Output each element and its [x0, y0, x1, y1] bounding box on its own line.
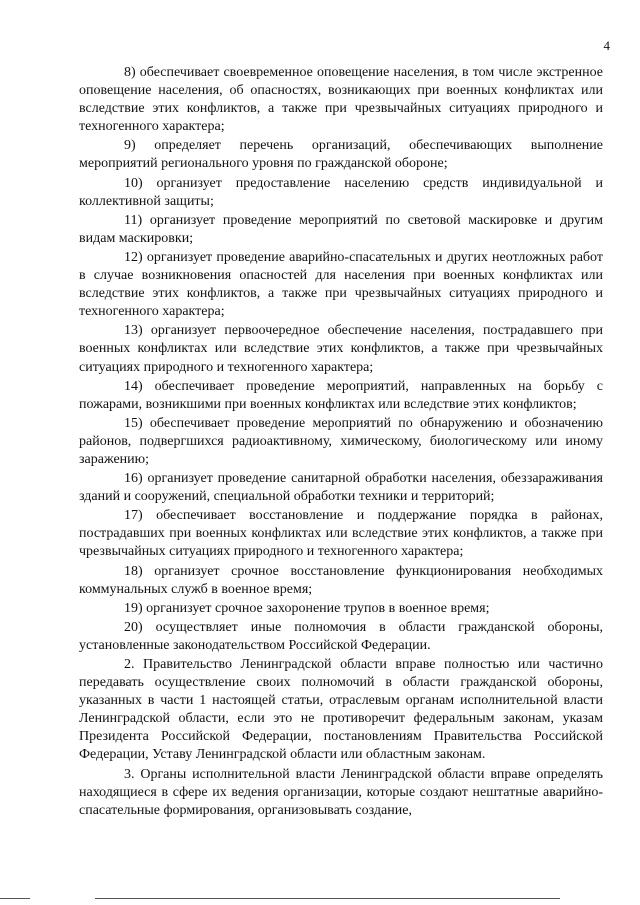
paragraph-part-3: 3. Органы исполнительной власти Ленинградской области вправе определять находящиеся в сфере их ведения организации, которые создают нештатные аварийно-спасательные формирования, организовывать создание,	[79, 766, 603, 818]
page-number: 4	[603, 38, 610, 53]
paragraph-item-15: 15) обеспечивает проведение мероприятий по обнаружению и обозначению районов, подвергшихся радиоактивному, химическому, биологическому или иному заражению;	[79, 415, 603, 467]
paragraph-item-10: 10) организует предоставление населению средств индивидуальной и коллективной защиты;	[79, 175, 603, 209]
document-body	[79, 64, 603, 820]
paragraph-item-8: 8) обеспечивает своевременное оповещение населения, в том числе экстренное оповещение населения, об опасностях, возникающих при военных конфликтах или вследствие этих конфликтов, а также при чрезвычайных ситуациях природного и техногенного характера;	[79, 65, 603, 135]
paragraph-item-19: 19) организует срочное захоронение трупов в военное время;	[124, 600, 490, 616]
paragraph-item-13: 13) организует первоочередное обеспечение населения, пострадавшего при военных конфликтах или вследствие этих конфликтов, а также при чрезвычайных ситуациях природного и техногенного характера;	[79, 323, 603, 375]
footer-rule-left	[0, 898, 30, 899]
paragraph-item-11: 11) организует проведение мероприятий по световой маскировке и другим видам маскировки;	[79, 212, 603, 246]
paragraph-item-18: 18) организует срочное восстановление функционирования необходимых коммунальных служб в военное время;	[79, 563, 603, 597]
paragraph-item-17: 17) обеспечивает восстановление и поддержание порядка в районах, пострадавших при военных конфликтах или вследствие этих конфликтов, а также при чрезвычайных ситуациях природного и техногенного характера;	[79, 508, 603, 560]
paragraph-item-9: 9) определяет перечень организаций, обеспечивающих выполнение мероприятий регионального уровня по гражданской обороне;	[79, 138, 603, 172]
paragraph-item-16: 16) организует проведение санитарной обработки населения, обеззараживания зданий и сооружений, специальной обработки техники и территорий;	[79, 471, 603, 505]
paragraph-item-12: 12) организует проведение аварийно-спасательных и других неотложных работ в случае возникновения опасностей для населения при военных конфликтах или вследствие этих конфликтов, а также при чрезвычайных ситуациях природного и техногенного характера;	[79, 249, 603, 320]
paragraph-item-20: 20) осуществляет иные полномочия в области гражданской обороны, установленные законодательством Российской Федерации.	[79, 619, 603, 653]
paragraph-item-14: 14) обеспечивает проведение мероприятий, направленных на борьбу с пожарами, возникшими при военных конфликтах или вследствие этих конфликтов;	[79, 378, 603, 412]
paragraph-part-2: 2. Правительство Ленинградской области вправе полностью или частично передавать осуществление своих полномочий в области гражданской обороны, указанных в части 1 настоящей статьи, отраслевым органам исполнительной власти Ленинградской области, если это не противоречит федеральным законам, указам Президента Российской Федерации, постановлениям Правительства Российской Федерации, Уставу Ленинградской области или областным законам.	[79, 657, 603, 763]
footer-rule	[95, 898, 560, 899]
